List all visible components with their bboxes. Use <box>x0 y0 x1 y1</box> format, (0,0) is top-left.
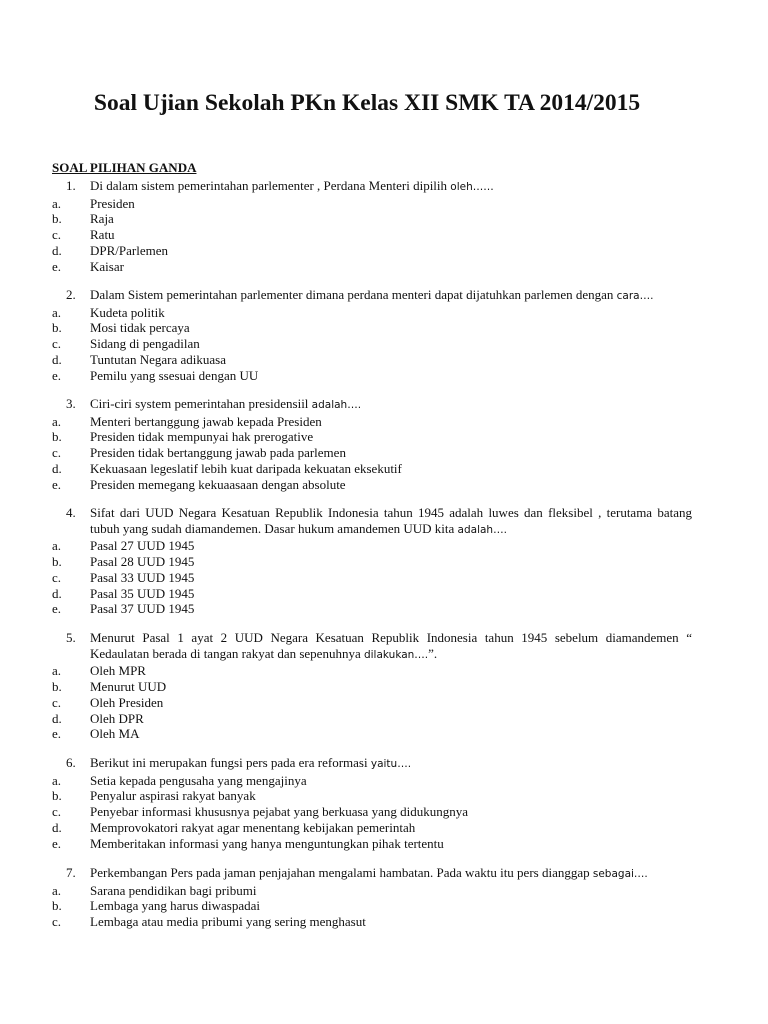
option-d: d. Memprovokatori rakyat agar menentang kebijakan pemerintah <box>52 819 416 835</box>
option-e: e. Memberitakan informasi yang hanya menguntungkan pihak tertentu <box>52 835 444 851</box>
option-c: c. Presiden tidak bertanggung jawab pada parlemen <box>52 445 346 461</box>
question-text: Berikut ini merupakan fungsi pers pada era reformasi yaitu…. <box>90 755 412 770</box>
question-stem <box>52 178 692 196</box>
question-stem <box>52 865 692 883</box>
option-d: d. Oleh DPR <box>52 710 144 726</box>
option-a: a. Menteri bertanggung jawab kepada Presiden <box>52 413 322 429</box>
question-number: 4. <box>66 505 76 520</box>
option-b: b. Lembaga yang harus diwaspadai <box>52 898 261 914</box>
option-a: a. Setia kepada pengusaha yang mengajinya <box>52 772 307 788</box>
option-a: a. Sarana pendidikan bagi pribumi <box>52 882 257 898</box>
option-b: b. Pasal 28 UUD 1945 <box>52 554 195 570</box>
option-d: d. Pasal 35 UUD 1945 <box>52 585 195 601</box>
option-e: e. Presiden memegang kekuaasaan dengan absolute <box>52 476 346 492</box>
question-number: 7. <box>66 865 76 880</box>
question-stem <box>52 630 692 663</box>
option-d: d. Kekuasaan legeslatif lebih kuat daripada kekuatan eksekutif <box>52 460 402 476</box>
option-e: e. Oleh MA <box>52 726 140 742</box>
option-c: c. Pasal 33 UUD 1945 <box>52 569 195 585</box>
question-2 <box>52 287 692 383</box>
option-e: e. Pemilu yang ssesuai dengan UU <box>52 367 259 383</box>
option-b: b. Menurut UUD <box>52 679 167 695</box>
question-5 <box>52 630 692 742</box>
question-text: Perkembangan Pers pada jaman penjajahan mengalami hambatan. Pada waktu itu pers dianggap sebagai…. <box>90 865 648 880</box>
option-b: b. Raja <box>52 211 114 227</box>
question-stem <box>52 505 692 538</box>
question-stem <box>52 396 692 414</box>
option-e: e. Pasal 37 UUD 1945 <box>52 601 195 617</box>
question-text: Ciri-ciri system pemerintahan presidensiil adalah…. <box>90 396 362 411</box>
section-heading: SOAL PILIHAN GANDA <box>52 160 197 175</box>
question-number: 2. <box>66 287 76 302</box>
question-text: Dalam Sistem pemerintahan parlementer dimana perdana menteri dapat dijatuhkan parlemen dengan cara…. <box>90 287 654 302</box>
question-number: 6. <box>66 755 76 770</box>
question-1 <box>52 178 692 274</box>
question-number: 5. <box>66 630 76 645</box>
page-title: Soal Ujian Sekolah PKn Kelas XII SMK TA 2014/2015 <box>93 90 641 116</box>
option-c: c. Oleh Presiden <box>52 694 164 710</box>
question-number: 3. <box>66 396 76 411</box>
question-number: 1. <box>66 178 76 193</box>
question-4 <box>52 505 692 617</box>
question-3 <box>52 396 692 492</box>
option-b: b. Presiden tidak mempunyai hak prerogative <box>52 429 314 445</box>
question-7 <box>52 865 692 930</box>
option-b: b. Mosi tidak percaya <box>52 320 190 336</box>
option-a: a. Oleh MPR <box>52 663 146 679</box>
option-d: d. DPR/Parlemen <box>52 242 168 258</box>
question-stem <box>52 287 692 305</box>
option-a: a. Presiden <box>52 195 135 211</box>
question-text: Menurut Pasal 1 ayat 2 UUD Negara Kesatuan Republik Indonesia tahun 1945 sebelum diamandemen “ Kedaulatan berada di tangan rakyat dan sepenuhnya dilakukan….”. <box>90 630 692 661</box>
option-e: e. Kaisar <box>52 258 124 274</box>
option-b: b. Penyalur aspirasi rakyat banyak <box>52 788 256 804</box>
option-d: d. Tuntutan Negara adikuasa <box>52 351 226 367</box>
option-c: c. Sidang di pengadilan <box>52 336 200 352</box>
option-c: c. Penyebar informasi khususnya pejabat yang berkuasa yang didukungnya <box>52 804 468 820</box>
question-stem <box>52 755 692 773</box>
question-text: Sifat dari UUD Negara Kesatuan Republik Indonesia tahun 1945 adalah luwes dan fleksibel , terutama batang tubuh yang sudah diamandemen. Dasar hukum amandemen UUD kita adalah…. <box>90 505 692 536</box>
option-a: a. Kudeta politik <box>52 304 165 320</box>
question-6 <box>52 755 692 851</box>
option-c: c. Lembaga atau media pribumi yang sering menghasut <box>52 914 366 930</box>
option-a: a. Pasal 27 UUD 1945 <box>52 538 195 554</box>
question-text: Di dalam sistem pemerintahan parlementer , Perdana Menteri dipilih oleh…… <box>90 178 494 193</box>
option-c: c. Ratu <box>52 227 115 243</box>
